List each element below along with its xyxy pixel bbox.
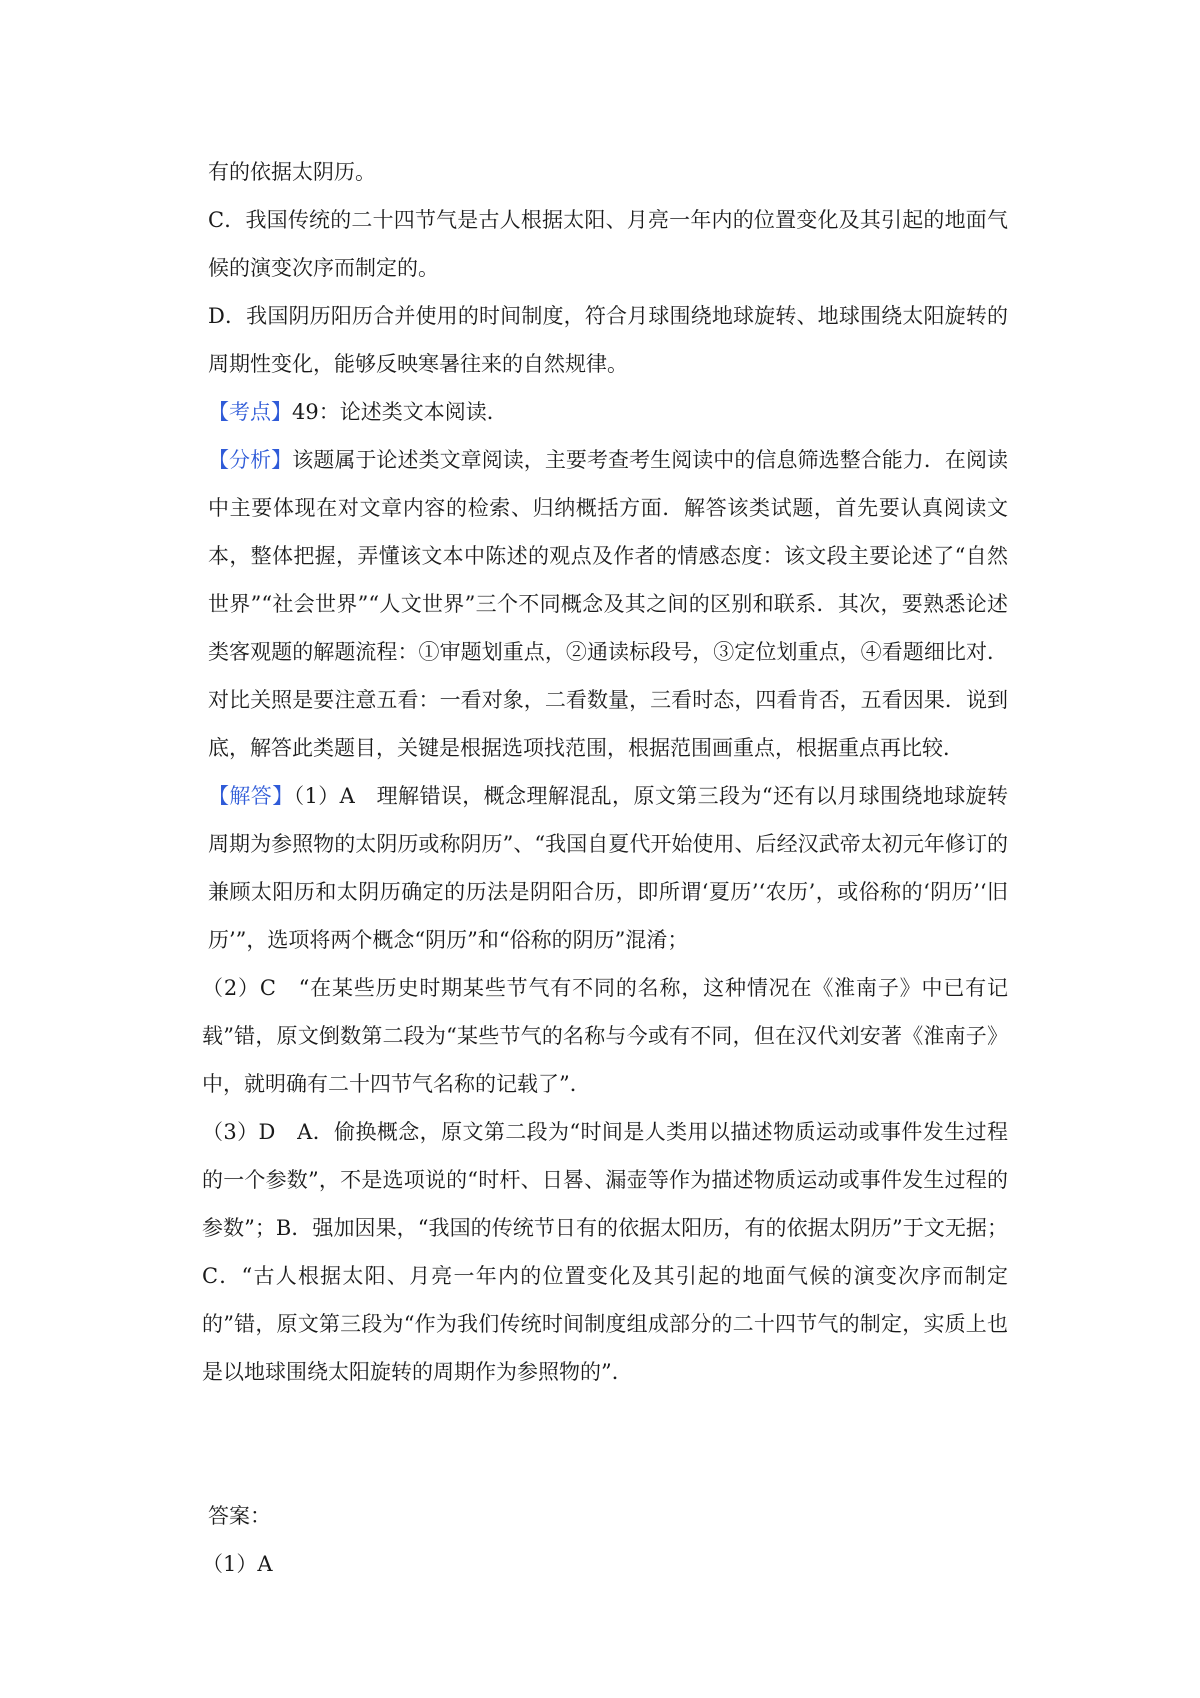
fenxi-text: 该题属于论述类文章阅读，主要考查考生阅读中的信息筛选整合能力．在阅读中主要体现在对文章内容的检索、归纳概括方面．解答该类试题，首先要认真阅读文本，整体把握，弄懂该文本中陈述的观点及作者的情感态度：该文段主要论述了“自然世界”“社会世界”“人文世界”三个不同概念及其之间的区别和联系．其次，要熟悉论述类客观题的解题流程：①审题划重点，②通读标段号，③定位划重点，④看题细比对．对比关照是要注意五看：一看对象，二看数量，三看时态，四看肯否，五看因果．说到底，解答此类题目，关键是根据选项找范围，根据范围画重点，根据重点再比较．	[208, 448, 1008, 760]
kaodian-text: 49：论述类文本阅读．	[292, 400, 508, 424]
jieda-part2: （2）C “在某些历史时期某些节气有不同的名称，这种情况在《淮南子》中已有记载”错，原文倒数第二段为“某些节气的名称与今或有不同，但在汉代刘安著《淮南子》中，就明确有二十四节气名称的记载了”．	[202, 976, 1008, 1096]
jieda-part1: （1）A 理解错误，概念理解混乱，原文第三段为“还有以月球围绕地球旋转周期为参照物的太阴历或称阴历”、“我国自夏代开始使用、后经汉武帝太初元年修订的兼顾太阳历和太阴历确定的历法是阴阳合历，即所谓‘夏历’‘农历’，或俗称的‘阴历’‘旧历’”，选项将两个概念“阴历”和“俗称的阴历”混淆；	[208, 784, 1008, 952]
kaodian-label: 【考点】	[208, 400, 292, 424]
section-gap	[208, 1396, 1008, 1492]
jieda-part3: （3）D A．偷换概念，原文第二段为“时间是人类用以描述物质运动或事件发生过程的一个参数”，不是选项说的“时杆、日晷、漏壶等作为描述物质运动或事件发生过程的参数”；B．强加因果，“我国的传统节日有的依据太阳历，有的依据太阴历”于文无据；C．“古人根据太阳、月亮一年内的位置变化及其引起的地面气候的演变次序而制定的”错，原文第三段为“作为我们传统时间制度组成部分的二十四节气的制定，实质上也是以地球围绕太阳旋转的周期作为参照物的”．	[202, 1120, 1008, 1384]
answer-item-1: （1）A	[202, 1552, 273, 1576]
fenxi-label: 【分析】	[208, 448, 293, 472]
answer-label: 答案：	[208, 1504, 271, 1528]
option-c: C．我国传统的二十四节气是古人根据太阳、月亮一年内的位置变化及其引起的地面气候的演变次序而制定的。	[208, 208, 1008, 280]
document-page	[202, 148, 1008, 1588]
fenxi-section	[208, 436, 1008, 772]
kaodian-section	[208, 388, 1008, 436]
continuation-line: 有的依据太阴历。	[208, 160, 376, 184]
jieda-label: 【解答】	[208, 784, 294, 808]
jieda-section	[208, 772, 1008, 964]
option-d: D．我国阴历阳历合并使用的时间制度，符合月球围绕地球旋转、地球围绕太阳旋转的周期性变化，能够反映寒暑往来的自然规律。	[208, 304, 1008, 376]
